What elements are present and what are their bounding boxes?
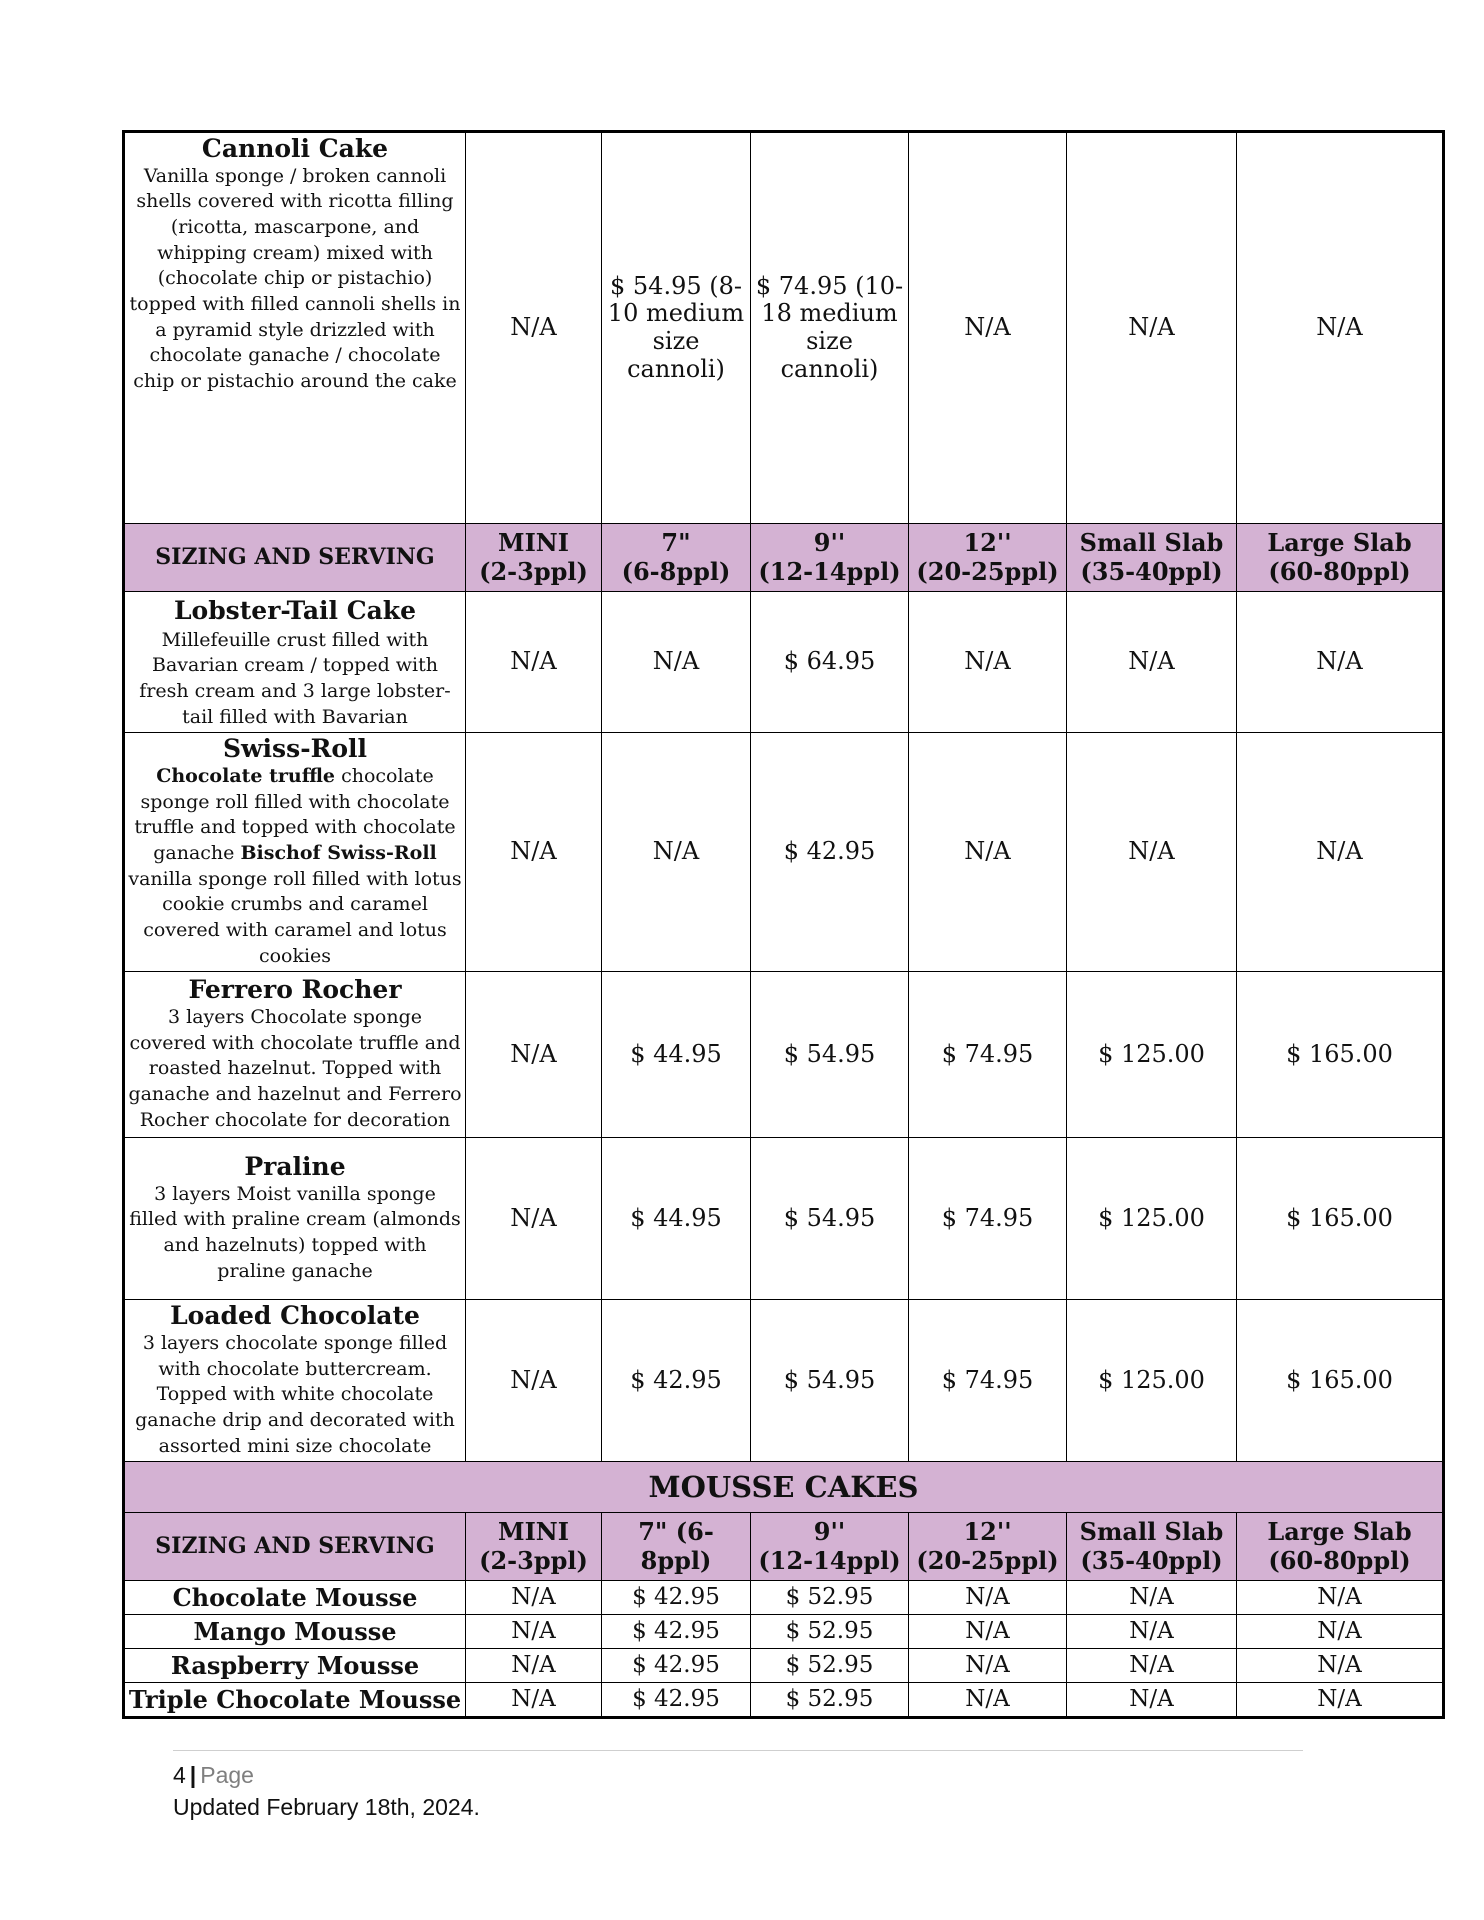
mousse-name: Mango Mousse xyxy=(124,1615,466,1649)
mousse-row xyxy=(124,1581,1444,1615)
price-mini: N/A xyxy=(466,1683,602,1718)
price-large-slab: $ 165.00 xyxy=(1237,972,1444,1138)
updated-date: Updated February 18th, 2024. xyxy=(173,1794,480,1820)
product-row-cannoli-cake xyxy=(124,132,1444,524)
price-mini: N/A xyxy=(466,1300,602,1462)
price-9-inch: $ 42.95 xyxy=(751,733,909,972)
price-7-inch: $ 44.95 xyxy=(602,972,751,1138)
price-small-slab: $ 125.00 xyxy=(1067,1300,1237,1462)
product-description-cell xyxy=(124,592,466,733)
product-description-cell xyxy=(124,733,466,972)
size-large-slab-header: Large Slab (60-80ppl) xyxy=(1237,524,1444,592)
mousse-name: Triple Chocolate Mousse xyxy=(124,1683,466,1718)
price-small-slab: N/A xyxy=(1067,592,1237,733)
product-description: Chocolate truffle chocolate sponge roll filled with chocolate truffle and topped with chocolate ganache Bischof Swiss-Roll vanilla sponge roll filled with lotus cookie crumbs and caramel covered with caramel and lotus cookies xyxy=(128,765,462,967)
product-row-loaded-chocolate xyxy=(124,1300,1444,1462)
product-name: Cannoli Cake xyxy=(201,134,389,163)
sizing-label: SIZING AND SERVING xyxy=(124,524,466,592)
price-9-inch: $ 74.95 (10-18 medium size cannoli) xyxy=(751,132,909,524)
price-small-slab: N/A xyxy=(1067,733,1237,972)
price-large-slab: $ 165.00 xyxy=(1237,1138,1444,1300)
product-row-swiss-roll xyxy=(124,733,1444,972)
size-12-header: 12'' (20-25ppl) xyxy=(909,1513,1067,1581)
product-row-lobster-tail xyxy=(124,592,1444,733)
price-7-inch: $ 42.95 xyxy=(602,1683,751,1718)
product-description: 3 layers Moist vanilla sponge filled with praline cream (almonds and hazelnuts) topped with praline ganache xyxy=(129,1182,461,1282)
price-12-inch: N/A xyxy=(909,1615,1067,1649)
price-7-inch: $ 42.95 xyxy=(602,1649,751,1683)
price-7-inch: $ 42.95 xyxy=(602,1300,751,1462)
price-mini: N/A xyxy=(466,972,602,1138)
product-description-cell xyxy=(124,132,466,524)
product-name: Ferrero Rocher xyxy=(188,975,402,1005)
price-9-inch: $ 52.95 xyxy=(751,1581,909,1615)
product-row-ferrero-rocher xyxy=(124,972,1444,1138)
price-12-inch: $ 74.95 xyxy=(909,1138,1067,1300)
price-mini: N/A xyxy=(466,132,602,524)
product-description-cell xyxy=(124,972,466,1138)
page-number-line xyxy=(173,1759,1303,1791)
price-7-inch: N/A xyxy=(602,592,751,733)
mousse-row xyxy=(124,1683,1444,1718)
product-description: 3 layers chocolate sponge filled with chocolate buttercream. Topped with white chocolate ganache drip and decorated with assorted mini size chocolate xyxy=(135,1331,455,1457)
size-small-slab-header: Small Slab (35-40ppl) xyxy=(1067,524,1237,592)
sizing-label: SIZING AND SERVING xyxy=(124,1513,466,1581)
price-large-slab: N/A xyxy=(1237,1649,1444,1683)
mousse-name: Raspberry Mousse xyxy=(124,1649,466,1683)
price-9-inch: $ 52.95 xyxy=(751,1683,909,1718)
sizing-header-row xyxy=(124,524,1444,592)
price-7-inch: $ 54.95 (8-10 medium size cannoli) xyxy=(602,132,751,524)
price-mini: N/A xyxy=(466,733,602,972)
price-large-slab: N/A xyxy=(1237,1581,1444,1615)
size-mini-header: MINI (2-3ppl) xyxy=(466,1513,602,1581)
page-number: 4 xyxy=(173,1762,186,1788)
section-title: MOUSSE CAKES xyxy=(124,1462,1444,1513)
product-description: 3 layers Chocolate sponge covered with chocolate truffle and roasted hazelnut. Topped with ganache and hazelnut and Ferrero Rocher chocolate for decoration xyxy=(128,1005,462,1131)
price-small-slab: N/A xyxy=(1067,1649,1237,1683)
price-large-slab: N/A xyxy=(1237,733,1444,972)
mousse-name: Chocolate Mousse xyxy=(124,1581,466,1615)
section-row-mousse-cakes xyxy=(124,1462,1444,1513)
price-9-inch: $ 54.95 xyxy=(751,972,909,1138)
size-large-slab-header: Large Slab (60-80ppl) xyxy=(1237,1513,1444,1581)
size-9-header: 9'' (12-14ppl) xyxy=(751,524,909,592)
product-name: Lobster-Tail Cake xyxy=(173,596,417,625)
size-small-slab-header: Small Slab (35-40ppl) xyxy=(1067,1513,1237,1581)
product-description-cell xyxy=(124,1138,466,1300)
price-small-slab: N/A xyxy=(1067,1683,1237,1718)
mousse-row xyxy=(124,1649,1444,1683)
price-9-inch: $ 64.95 xyxy=(751,592,909,733)
mousse-row xyxy=(124,1615,1444,1649)
price-small-slab: $ 125.00 xyxy=(1067,972,1237,1138)
price-12-inch: $ 74.95 xyxy=(909,972,1067,1138)
price-12-inch: N/A xyxy=(909,132,1067,524)
price-large-slab: N/A xyxy=(1237,1683,1444,1718)
price-table xyxy=(122,130,1445,1719)
price-mini: N/A xyxy=(466,1615,602,1649)
page-word: Page xyxy=(200,1762,254,1788)
price-7-inch: N/A xyxy=(602,733,751,972)
product-description: Millefeuille crust filled with Bavarian cream / topped with fresh cream and 3 large lobster-tail filled with Bavarian xyxy=(139,628,451,728)
page-separator: | xyxy=(189,1762,197,1788)
price-small-slab: N/A xyxy=(1067,1581,1237,1615)
price-large-slab: N/A xyxy=(1237,592,1444,733)
size-7-header: 7" (6-8ppl) xyxy=(602,1513,751,1581)
price-9-inch: $ 52.95 xyxy=(751,1649,909,1683)
price-mini: N/A xyxy=(466,592,602,733)
price-12-inch: $ 74.95 xyxy=(909,1300,1067,1462)
product-row-praline xyxy=(124,1138,1444,1300)
price-large-slab: $ 165.00 xyxy=(1237,1300,1444,1462)
price-small-slab: N/A xyxy=(1067,132,1237,524)
price-mini: N/A xyxy=(466,1138,602,1300)
price-7-inch: $ 42.95 xyxy=(602,1615,751,1649)
mousse-sizing-header-row xyxy=(124,1513,1444,1581)
page-footer xyxy=(173,1750,1303,1823)
price-7-inch: $ 42.95 xyxy=(602,1581,751,1615)
product-name: Swiss-Roll xyxy=(222,734,368,764)
price-12-inch: N/A xyxy=(909,733,1067,972)
product-name: Praline xyxy=(244,1152,346,1182)
price-mini: N/A xyxy=(466,1649,602,1683)
price-12-inch: N/A xyxy=(909,592,1067,733)
price-small-slab: N/A xyxy=(1067,1615,1237,1649)
price-12-inch: N/A xyxy=(909,1649,1067,1683)
footer-divider xyxy=(173,1750,1303,1751)
price-9-inch: $ 54.95 xyxy=(751,1138,909,1300)
price-mini: N/A xyxy=(466,1581,602,1615)
price-large-slab: N/A xyxy=(1237,1615,1444,1649)
size-9-header: 9'' (12-14ppl) xyxy=(751,1513,909,1581)
size-7-header: 7" (6-8ppl) xyxy=(602,524,751,592)
price-large-slab: N/A xyxy=(1237,132,1444,524)
price-small-slab: $ 125.00 xyxy=(1067,1138,1237,1300)
size-mini-header: MINI (2-3ppl) xyxy=(466,524,602,592)
price-7-inch: $ 44.95 xyxy=(602,1138,751,1300)
product-name: Loaded Chocolate xyxy=(170,1301,420,1331)
price-12-inch: N/A xyxy=(909,1581,1067,1615)
product-description: Vanilla sponge / broken cannoli shells covered with ricotta filling (ricotta, mascarpone, and whipping cream) mixed with (chocolate chip or pistachio) topped with filled cannoli shells in a pyramid style drizzled with chocolate ganache / chocolate chip or pistachio around the cake xyxy=(129,164,461,392)
price-9-inch: $ 52.95 xyxy=(751,1615,909,1649)
price-12-inch: N/A xyxy=(909,1683,1067,1718)
price-9-inch: $ 54.95 xyxy=(751,1300,909,1462)
product-description-cell xyxy=(124,1300,466,1462)
size-12-header: 12'' (20-25ppl) xyxy=(909,524,1067,592)
